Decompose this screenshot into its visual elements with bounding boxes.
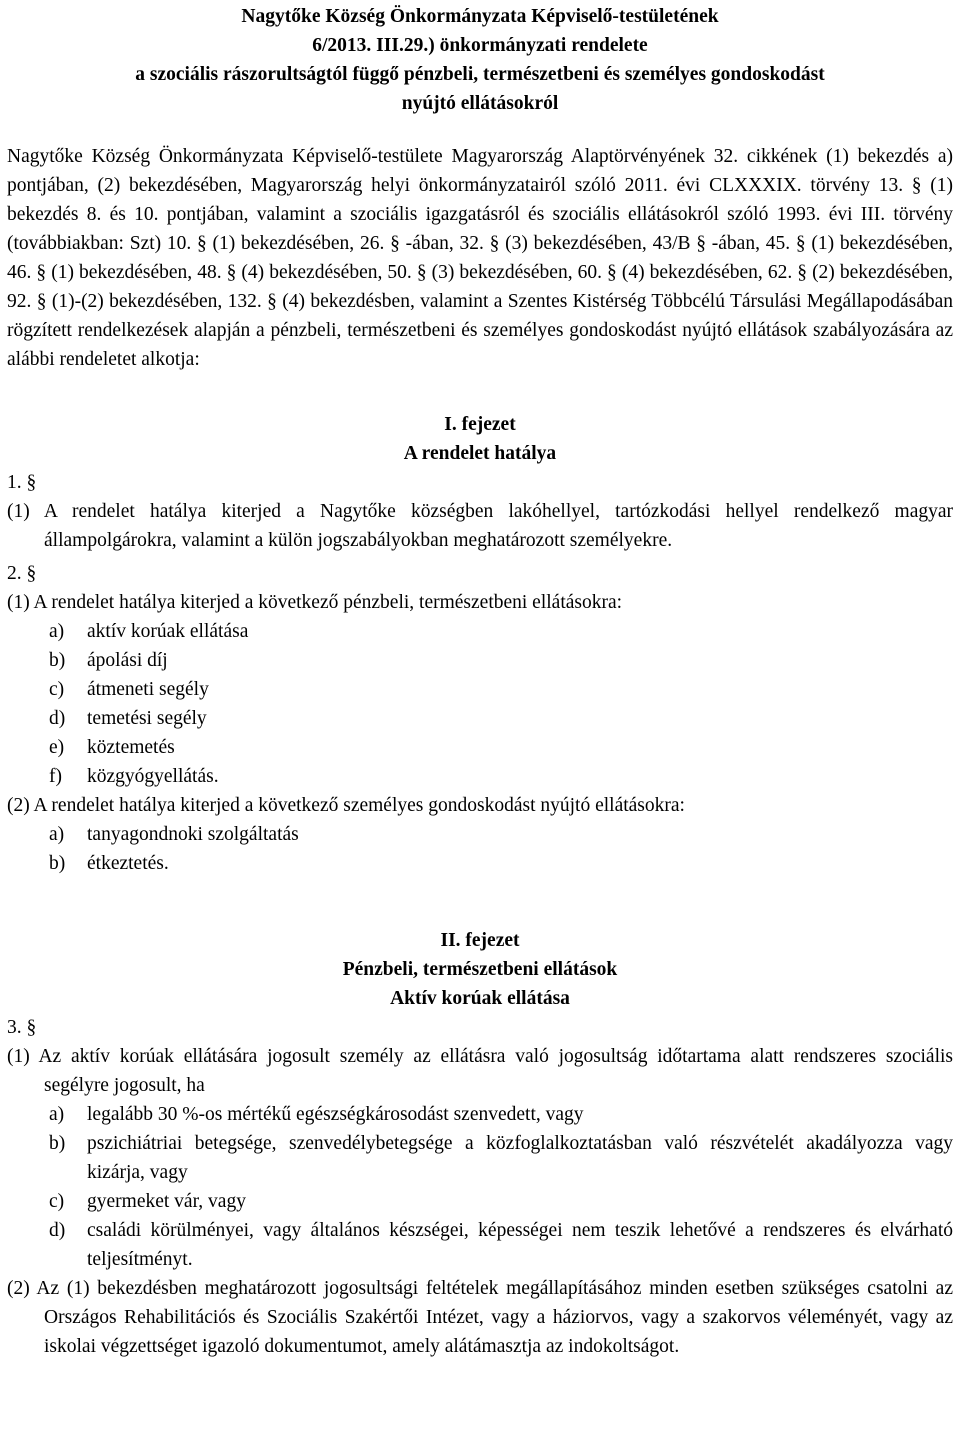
paragraph: (2) A rendelet hatálya kiterjed a következő személyes gondoskodást nyújtó ellátásokra:	[7, 795, 685, 816]
list-item	[7, 704, 953, 733]
chapter-title: Pénzbeli, természetbeni ellátások	[342, 959, 618, 980]
list-label: d)	[49, 1220, 66, 1241]
list-item	[7, 1129, 953, 1187]
list-label: f)	[49, 766, 62, 787]
list-text: közgyógyellátás.	[87, 766, 219, 787]
list-text: ápolási díj	[87, 650, 168, 671]
list	[7, 1100, 953, 1274]
list-label: d)	[49, 708, 66, 729]
list-item	[7, 820, 953, 849]
list-text: átmeneti segély	[87, 679, 209, 700]
list-text: temetési segély	[87, 708, 207, 729]
list-label: c)	[49, 679, 65, 700]
header-line-4: nyújtó ellátásokról	[401, 93, 559, 114]
list-text: legalább 30 %-os mértékű egészségkárosodást szenvedett, vagy	[87, 1104, 584, 1125]
paragraph: (1) A rendelet hatálya kiterjed a következő pénzbeli, természetbeni ellátásokra:	[7, 592, 623, 613]
preamble: Nagytőke Község Önkormányzata Képviselő-testülete Magyarország Alaptörvényének 32. cikkének (1) bekezdés a) pontjában, (2) bekezdésében, Magyarország helyi önkormányzatairól szóló 2011. évi CLXXXIX. törvény 13. § (1) bekezdés 8. és 10. pontjában, valamint a szociális igazgatásról és szociális ellátásokról szóló 1993. évi III. törvény (továbbiakban: Szt) 10. § (1) bekezdésében, 26. § -ában, 32. § (3) bekezdésében, 43/B § -ában, 45. § (1) bekezdésében, 46. § (1) bekezdésében, 48. § (4) bekezdésében, 50. § (3) bekezdésében, 60. § (4) bekezdésében, 62. § (2) bekezdésében, 92. § (1)-(2) bekezdésében, 132. § (4) bekezdésben, valamint a Szentes Kistérség Többcélú Társulási Megállapodásában rögzített rendelkezések alapján a pénzbeli, természetbeni és személyes gondoskodást nyújtó ellátások szabályozására az alábbi rendeletet alkotja:	[7, 146, 953, 370]
list-item	[7, 675, 953, 704]
list-item	[7, 617, 953, 646]
chapter-2-heading	[7, 926, 953, 1013]
regulation-page	[7, 2, 953, 1361]
list-text: gyermeket vár, vagy	[87, 1191, 246, 1212]
list-item	[7, 1100, 953, 1129]
section-heading: 1. §	[7, 472, 37, 493]
list-item	[7, 849, 953, 878]
chapter-1-heading	[7, 410, 953, 468]
chapter-title: A rendelet hatálya	[403, 443, 557, 464]
paragraph: (1) Az aktív korúak ellátására jogosult személy az ellátásra való jogosultság időtartama alatt rendszeres szociális segélyre jogosult, ha	[7, 1046, 953, 1096]
list-text: étkeztetés.	[87, 853, 169, 874]
list-text: köztemetés	[87, 737, 175, 758]
section-heading: 3. §	[7, 1017, 37, 1038]
header-line-1: Nagytőke Község Önkormányzata Képviselő-testületének	[241, 6, 719, 27]
list	[7, 820, 953, 878]
paragraph: (1) A rendelet hatálya kiterjed a Nagytőke községben lakóhellyel, tartózkodási hellyel rendelkező magyar állampolgárokra, valamint a külön jogszabályokban meghatározott személyekre.	[7, 501, 953, 551]
list-item	[7, 733, 953, 762]
list-label: b)	[49, 1133, 66, 1154]
list-label: a)	[49, 824, 65, 845]
section-heading: 2. §	[7, 563, 37, 584]
list-text: családi körülményei, vagy általános készségei, képességei nem teszik lehetővé a rendszeres és elvárható teljesítményt.	[87, 1220, 953, 1270]
chapter-number: II. fejezet	[440, 930, 520, 951]
header-line-2: 6/2013. III.29.) önkormányzati rendelete	[312, 35, 648, 56]
list-label: a)	[49, 621, 65, 642]
list-item	[7, 762, 953, 791]
list-label: b)	[49, 853, 66, 874]
chapter-subtitle: Aktív korúak ellátása	[390, 988, 570, 1009]
paragraph: (2) Az (1) bekezdésben meghatározott jogosultsági feltételek megállapításához minden esetben szükséges csatolni az Országos Rehabilitációs és Szociális Szakértői Intézet, vagy a háziorvos, vagy a szakorvos véleményét, vagy az iskolai végzettséget igazoló dokumentumot, amely alátámasztja az indokoltságot.	[7, 1278, 953, 1357]
chapter-number: I. fejezet	[444, 414, 516, 435]
list-item	[7, 1187, 953, 1216]
list-label: a)	[49, 1104, 65, 1125]
header-line-3: a szociális rászorultságtól függő pénzbeli, természetbeni és személyes gondoskodást	[135, 64, 825, 85]
document-header	[7, 2, 953, 118]
list-item	[7, 1216, 953, 1274]
list-text: aktív korúak ellátása	[87, 621, 249, 642]
list-text: pszichiátriai betegsége, szenvedélybetegsége a közfoglalkoztatásban való részvételét akadályozza vagy kizárja, vagy	[87, 1133, 953, 1183]
list-item	[7, 646, 953, 675]
list	[7, 617, 953, 791]
list-label: b)	[49, 650, 66, 671]
list-label: e)	[49, 737, 65, 758]
list-label: c)	[49, 1191, 65, 1212]
list-text: tanyagondnoki szolgáltatás	[87, 824, 299, 845]
